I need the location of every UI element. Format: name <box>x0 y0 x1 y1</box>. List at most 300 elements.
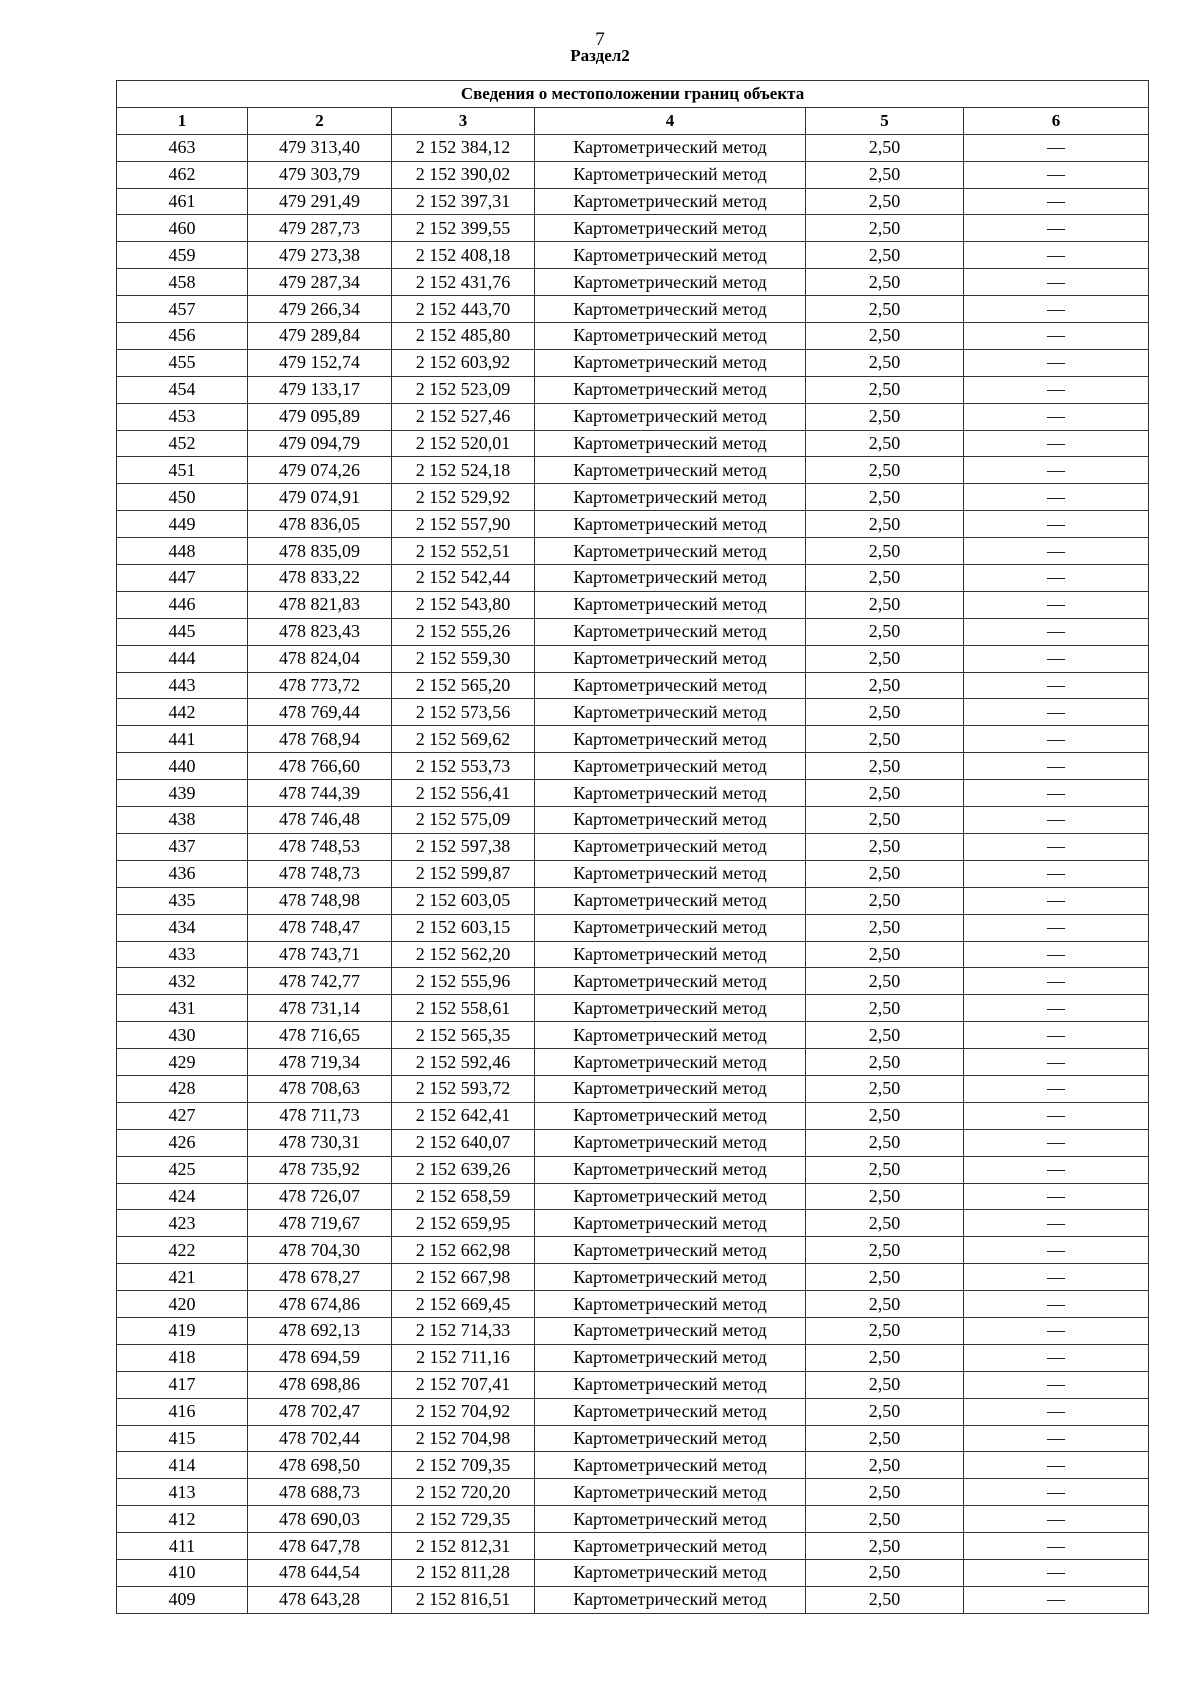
cell-description: — <box>964 376 1149 403</box>
cell-coordinate-x: 478 726,07 <box>248 1183 392 1210</box>
cell-coordinate-y: 2 152 603,05 <box>392 887 535 914</box>
cell-coordinate-y: 2 152 720,20 <box>392 1479 535 1506</box>
cell-point-number: 419 <box>117 1317 248 1344</box>
column-header: 3 <box>392 107 535 134</box>
cell-method: Картометрический метод <box>535 565 806 592</box>
column-header: 4 <box>535 107 806 134</box>
cell-coordinate-x: 479 152,74 <box>248 349 392 376</box>
cell-description: — <box>964 296 1149 323</box>
cell-point-number: 445 <box>117 618 248 645</box>
cell-coordinate-x: 479 094,79 <box>248 430 392 457</box>
table-row <box>117 1479 1149 1506</box>
cell-description: — <box>964 161 1149 188</box>
cell-coordinate-y: 2 152 575,09 <box>392 807 535 834</box>
cell-coordinate-y: 2 152 552,51 <box>392 538 535 565</box>
cell-description: — <box>964 887 1149 914</box>
cell-point-number: 427 <box>117 1102 248 1129</box>
cell-accuracy: 2,50 <box>806 887 964 914</box>
cell-coordinate-x: 478 698,50 <box>248 1452 392 1479</box>
cell-description: — <box>964 941 1149 968</box>
cell-coordinate-x: 479 303,79 <box>248 161 392 188</box>
cell-coordinate-x: 478 708,63 <box>248 1075 392 1102</box>
cell-point-number: 420 <box>117 1291 248 1318</box>
cell-accuracy: 2,50 <box>806 833 964 860</box>
cell-coordinate-x: 479 074,91 <box>248 484 392 511</box>
cell-method: Картометрический метод <box>535 296 806 323</box>
cell-point-number: 451 <box>117 457 248 484</box>
cell-coordinate-x: 478 821,83 <box>248 591 392 618</box>
cell-coordinate-y: 2 152 520,01 <box>392 430 535 457</box>
cell-coordinate-y: 2 152 704,92 <box>392 1398 535 1425</box>
table-row <box>117 753 1149 780</box>
cell-method: Картометрический метод <box>535 1371 806 1398</box>
cell-accuracy: 2,50 <box>806 995 964 1022</box>
cell-coordinate-y: 2 152 527,46 <box>392 403 535 430</box>
cell-description: — <box>964 511 1149 538</box>
cell-accuracy: 2,50 <box>806 645 964 672</box>
cell-coordinate-y: 2 152 562,20 <box>392 941 535 968</box>
cell-method: Картометрический метод <box>535 753 806 780</box>
cell-coordinate-y: 2 152 662,98 <box>392 1237 535 1264</box>
cell-point-number: 448 <box>117 538 248 565</box>
cell-coordinate-x: 478 698,86 <box>248 1371 392 1398</box>
cell-coordinate-x: 478 692,13 <box>248 1317 392 1344</box>
table-row <box>117 376 1149 403</box>
cell-method: Картометрический метод <box>535 1291 806 1318</box>
cell-coordinate-y: 2 152 565,35 <box>392 1022 535 1049</box>
cell-point-number: 428 <box>117 1075 248 1102</box>
cell-coordinate-x: 479 287,34 <box>248 269 392 296</box>
cell-coordinate-y: 2 152 711,16 <box>392 1344 535 1371</box>
table-row <box>117 484 1149 511</box>
table-row <box>117 457 1149 484</box>
cell-point-number: 436 <box>117 860 248 887</box>
cell-accuracy: 2,50 <box>806 1344 964 1371</box>
cell-coordinate-x: 478 824,04 <box>248 645 392 672</box>
cell-coordinate-y: 2 152 642,41 <box>392 1102 535 1129</box>
page-number: 7 <box>595 29 605 50</box>
cell-point-number: 439 <box>117 780 248 807</box>
cell-accuracy: 2,50 <box>806 726 964 753</box>
cell-point-number: 429 <box>117 1049 248 1076</box>
cell-accuracy: 2,50 <box>806 753 964 780</box>
boundary-coordinates-table <box>116 80 1149 1614</box>
table-row <box>117 726 1149 753</box>
cell-accuracy: 2,50 <box>806 1317 964 1344</box>
table-row <box>117 1533 1149 1560</box>
cell-point-number: 430 <box>117 1022 248 1049</box>
table-row <box>117 1102 1149 1129</box>
table-row <box>117 565 1149 592</box>
cell-coordinate-x: 478 702,44 <box>248 1425 392 1452</box>
cell-coordinate-x: 478 744,39 <box>248 780 392 807</box>
cell-accuracy: 2,50 <box>806 860 964 887</box>
cell-accuracy: 2,50 <box>806 1425 964 1452</box>
cell-method: Картометрический метод <box>535 188 806 215</box>
cell-method: Картометрический метод <box>535 1533 806 1560</box>
cell-point-number: 412 <box>117 1506 248 1533</box>
cell-point-number: 441 <box>117 726 248 753</box>
cell-point-number: 409 <box>117 1586 248 1613</box>
cell-accuracy: 2,50 <box>806 565 964 592</box>
cell-point-number: 413 <box>117 1479 248 1506</box>
cell-coordinate-y: 2 152 542,44 <box>392 565 535 592</box>
table-row <box>117 349 1149 376</box>
cell-description: — <box>964 1075 1149 1102</box>
cell-coordinate-y: 2 152 603,15 <box>392 914 535 941</box>
cell-coordinate-x: 478 702,47 <box>248 1398 392 1425</box>
cell-accuracy: 2,50 <box>806 511 964 538</box>
cell-point-number: 459 <box>117 242 248 269</box>
cell-coordinate-y: 2 152 557,90 <box>392 511 535 538</box>
cell-description: — <box>964 538 1149 565</box>
cell-coordinate-x: 478 766,60 <box>248 753 392 780</box>
cell-method: Картометрический метод <box>535 1559 806 1586</box>
table-header-row <box>117 107 1149 134</box>
table-row <box>117 887 1149 914</box>
cell-description: — <box>964 1156 1149 1183</box>
table-row <box>117 672 1149 699</box>
cell-description: — <box>964 1479 1149 1506</box>
cell-coordinate-y: 2 152 707,41 <box>392 1371 535 1398</box>
cell-accuracy: 2,50 <box>806 376 964 403</box>
column-header: 6 <box>964 107 1149 134</box>
table-row <box>117 161 1149 188</box>
cell-method: Картометрический метод <box>535 887 806 914</box>
cell-description: — <box>964 565 1149 592</box>
cell-coordinate-x: 478 743,71 <box>248 941 392 968</box>
cell-point-number: 415 <box>117 1425 248 1452</box>
cell-coordinate-x: 478 748,73 <box>248 860 392 887</box>
cell-coordinate-y: 2 152 816,51 <box>392 1586 535 1613</box>
cell-method: Картометрический метод <box>535 1102 806 1129</box>
cell-method: Картометрический метод <box>535 1506 806 1533</box>
section-title: Раздел2 <box>570 46 630 65</box>
cell-coordinate-y: 2 152 543,80 <box>392 591 535 618</box>
table-row <box>117 296 1149 323</box>
table-row <box>117 1586 1149 1613</box>
cell-method: Картометрический метод <box>535 645 806 672</box>
cell-coordinate-y: 2 152 593,72 <box>392 1075 535 1102</box>
cell-point-number: 450 <box>117 484 248 511</box>
cell-point-number: 417 <box>117 1371 248 1398</box>
cell-description: — <box>964 1533 1149 1560</box>
cell-accuracy: 2,50 <box>806 296 964 323</box>
cell-coordinate-y: 2 152 397,31 <box>392 188 535 215</box>
cell-point-number: 435 <box>117 887 248 914</box>
cell-accuracy: 2,50 <box>806 1075 964 1102</box>
cell-point-number: 442 <box>117 699 248 726</box>
cell-description: — <box>964 1264 1149 1291</box>
cell-coordinate-x: 478 768,94 <box>248 726 392 753</box>
cell-description: — <box>964 1183 1149 1210</box>
cell-coordinate-x: 478 674,86 <box>248 1291 392 1318</box>
cell-accuracy: 2,50 <box>806 941 964 968</box>
cell-coordinate-x: 479 291,49 <box>248 188 392 215</box>
cell-method: Картометрический метод <box>535 511 806 538</box>
cell-method: Картометрический метод <box>535 457 806 484</box>
cell-accuracy: 2,50 <box>806 134 964 161</box>
column-header: 5 <box>806 107 964 134</box>
cell-coordinate-y: 2 152 640,07 <box>392 1129 535 1156</box>
table-row <box>117 1183 1149 1210</box>
cell-coordinate-y: 2 152 603,92 <box>392 349 535 376</box>
cell-accuracy: 2,50 <box>806 1129 964 1156</box>
table-row <box>117 1022 1149 1049</box>
cell-method: Картометрический метод <box>535 1129 806 1156</box>
cell-accuracy: 2,50 <box>806 1210 964 1237</box>
cell-coordinate-y: 2 152 658,59 <box>392 1183 535 1210</box>
cell-description: — <box>964 349 1149 376</box>
cell-description: — <box>964 1559 1149 1586</box>
cell-coordinate-x: 478 716,65 <box>248 1022 392 1049</box>
cell-coordinate-x: 479 074,26 <box>248 457 392 484</box>
cell-coordinate-y: 2 152 704,98 <box>392 1425 535 1452</box>
cell-coordinate-x: 478 730,31 <box>248 1129 392 1156</box>
cell-description: — <box>964 1049 1149 1076</box>
cell-point-number: 434 <box>117 914 248 941</box>
table-row <box>117 699 1149 726</box>
table-row <box>117 430 1149 457</box>
cell-coordinate-x: 478 719,34 <box>248 1049 392 1076</box>
cell-method: Картометрический метод <box>535 995 806 1022</box>
cell-method: Картометрический метод <box>535 1452 806 1479</box>
cell-accuracy: 2,50 <box>806 1237 964 1264</box>
cell-description: — <box>964 699 1149 726</box>
cell-accuracy: 2,50 <box>806 780 964 807</box>
cell-accuracy: 2,50 <box>806 1291 964 1318</box>
cell-method: Картометрический метод <box>535 484 806 511</box>
cell-description: — <box>964 780 1149 807</box>
cell-description: — <box>964 1237 1149 1264</box>
cell-coordinate-y: 2 152 669,45 <box>392 1291 535 1318</box>
table-row <box>117 1398 1149 1425</box>
cell-point-number: 432 <box>117 968 248 995</box>
cell-accuracy: 2,50 <box>806 1264 964 1291</box>
cell-point-number: 460 <box>117 215 248 242</box>
cell-coordinate-x: 478 835,09 <box>248 538 392 565</box>
cell-method: Картометрический метод <box>535 1075 806 1102</box>
cell-coordinate-x: 478 731,14 <box>248 995 392 1022</box>
cell-point-number: 431 <box>117 995 248 1022</box>
cell-description: — <box>964 269 1149 296</box>
cell-accuracy: 2,50 <box>806 403 964 430</box>
cell-point-number: 410 <box>117 1559 248 1586</box>
cell-description: — <box>964 833 1149 860</box>
cell-coordinate-y: 2 152 523,09 <box>392 376 535 403</box>
cell-point-number: 454 <box>117 376 248 403</box>
cell-coordinate-y: 2 152 709,35 <box>392 1452 535 1479</box>
cell-method: Картометрический метод <box>535 1156 806 1183</box>
cell-coordinate-x: 478 836,05 <box>248 511 392 538</box>
cell-point-number: 444 <box>117 645 248 672</box>
cell-coordinate-y: 2 152 569,62 <box>392 726 535 753</box>
cell-description: — <box>964 914 1149 941</box>
column-header: 1 <box>117 107 248 134</box>
cell-coordinate-y: 2 152 639,26 <box>392 1156 535 1183</box>
cell-description: — <box>964 1210 1149 1237</box>
cell-coordinate-y: 2 152 599,87 <box>392 860 535 887</box>
cell-point-number: 453 <box>117 403 248 430</box>
cell-method: Картометрический метод <box>535 1264 806 1291</box>
cell-description: — <box>964 1452 1149 1479</box>
cell-method: Картометрический метод <box>535 699 806 726</box>
cell-accuracy: 2,50 <box>806 161 964 188</box>
cell-method: Картометрический метод <box>535 1344 806 1371</box>
table-caption-row <box>117 81 1149 108</box>
cell-coordinate-y: 2 152 384,12 <box>392 134 535 161</box>
cell-coordinate-y: 2 152 553,73 <box>392 753 535 780</box>
cell-description: — <box>964 1506 1149 1533</box>
cell-accuracy: 2,50 <box>806 1102 964 1129</box>
cell-method: Картометрический метод <box>535 1022 806 1049</box>
table-row <box>117 269 1149 296</box>
cell-method: Картометрический метод <box>535 618 806 645</box>
cell-coordinate-x: 478 748,98 <box>248 887 392 914</box>
cell-method: Картометрический метод <box>535 1425 806 1452</box>
table-row <box>117 968 1149 995</box>
cell-coordinate-x: 478 769,44 <box>248 699 392 726</box>
cell-coordinate-y: 2 152 714,33 <box>392 1317 535 1344</box>
cell-accuracy: 2,50 <box>806 1049 964 1076</box>
cell-method: Картометрический метод <box>535 403 806 430</box>
cell-description: — <box>964 860 1149 887</box>
cell-accuracy: 2,50 <box>806 1506 964 1533</box>
table-row <box>117 1264 1149 1291</box>
cell-coordinate-y: 2 152 812,31 <box>392 1533 535 1560</box>
table-row <box>117 323 1149 350</box>
table-row <box>117 860 1149 887</box>
cell-description: — <box>964 807 1149 834</box>
cell-coordinate-y: 2 152 408,18 <box>392 242 535 269</box>
table-row <box>117 1129 1149 1156</box>
cell-accuracy: 2,50 <box>806 242 964 269</box>
cell-coordinate-x: 478 719,67 <box>248 1210 392 1237</box>
cell-description: — <box>964 1398 1149 1425</box>
cell-coordinate-y: 2 152 597,38 <box>392 833 535 860</box>
cell-coordinate-y: 2 152 529,92 <box>392 484 535 511</box>
cell-point-number: 418 <box>117 1344 248 1371</box>
cell-description: — <box>964 645 1149 672</box>
cell-method: Картометрический метод <box>535 1183 806 1210</box>
cell-coordinate-y: 2 152 485,80 <box>392 323 535 350</box>
table-row <box>117 1371 1149 1398</box>
cell-description: — <box>964 188 1149 215</box>
cell-accuracy: 2,50 <box>806 1533 964 1560</box>
cell-method: Картометрический метод <box>535 242 806 269</box>
cell-point-number: 457 <box>117 296 248 323</box>
cell-coordinate-x: 478 742,77 <box>248 968 392 995</box>
cell-coordinate-x: 478 748,53 <box>248 833 392 860</box>
cell-coordinate-y: 2 152 555,26 <box>392 618 535 645</box>
cell-point-number: 425 <box>117 1156 248 1183</box>
table-row <box>117 1156 1149 1183</box>
cell-accuracy: 2,50 <box>806 269 964 296</box>
cell-point-number: 414 <box>117 1452 248 1479</box>
cell-method: Картометрический метод <box>535 914 806 941</box>
cell-coordinate-x: 478 694,59 <box>248 1344 392 1371</box>
cell-point-number: 421 <box>117 1264 248 1291</box>
cell-description: — <box>964 403 1149 430</box>
cell-description: — <box>964 457 1149 484</box>
cell-method: Картометрический метод <box>535 591 806 618</box>
table-row <box>117 995 1149 1022</box>
cell-description: — <box>964 753 1149 780</box>
cell-method: Картометрический метод <box>535 672 806 699</box>
cell-method: Картометрический метод <box>535 161 806 188</box>
cell-accuracy: 2,50 <box>806 1156 964 1183</box>
cell-method: Картометрический метод <box>535 134 806 161</box>
cell-point-number: 423 <box>117 1210 248 1237</box>
table-row <box>117 1291 1149 1318</box>
table-row <box>117 188 1149 215</box>
cell-coordinate-x: 479 133,17 <box>248 376 392 403</box>
cell-coordinate-y: 2 152 558,61 <box>392 995 535 1022</box>
cell-coordinate-x: 478 678,27 <box>248 1264 392 1291</box>
cell-accuracy: 2,50 <box>806 914 964 941</box>
cell-accuracy: 2,50 <box>806 968 964 995</box>
cell-point-number: 458 <box>117 269 248 296</box>
cell-point-number: 437 <box>117 833 248 860</box>
table-row <box>117 618 1149 645</box>
cell-method: Картометрический метод <box>535 1317 806 1344</box>
cell-method: Картометрический метод <box>535 1210 806 1237</box>
cell-description: — <box>964 1102 1149 1129</box>
cell-method: Картометрический метод <box>535 968 806 995</box>
cell-description: — <box>964 1586 1149 1613</box>
cell-point-number: 447 <box>117 565 248 592</box>
table-row <box>117 1344 1149 1371</box>
cell-coordinate-y: 2 152 659,95 <box>392 1210 535 1237</box>
cell-method: Картометрический метод <box>535 780 806 807</box>
cell-coordinate-y: 2 152 592,46 <box>392 1049 535 1076</box>
cell-point-number: 452 <box>117 430 248 457</box>
cell-accuracy: 2,50 <box>806 430 964 457</box>
cell-description: — <box>964 134 1149 161</box>
table-row <box>117 1075 1149 1102</box>
cell-accuracy: 2,50 <box>806 1452 964 1479</box>
cell-description: — <box>964 968 1149 995</box>
cell-point-number: 455 <box>117 349 248 376</box>
cell-coordinate-y: 2 152 431,76 <box>392 269 535 296</box>
table-row <box>117 215 1149 242</box>
cell-description: — <box>964 995 1149 1022</box>
cell-method: Картометрический метод <box>535 726 806 753</box>
cell-method: Картометрический метод <box>535 1237 806 1264</box>
cell-coordinate-x: 478 748,47 <box>248 914 392 941</box>
cell-point-number: 438 <box>117 807 248 834</box>
cell-coordinate-x: 478 773,72 <box>248 672 392 699</box>
cell-coordinate-y: 2 152 667,98 <box>392 1264 535 1291</box>
cell-description: — <box>964 1371 1149 1398</box>
cell-method: Картометрический метод <box>535 833 806 860</box>
table-row <box>117 941 1149 968</box>
cell-coordinate-y: 2 152 573,56 <box>392 699 535 726</box>
cell-coordinate-x: 478 711,73 <box>248 1102 392 1129</box>
cell-coordinate-x: 479 289,84 <box>248 323 392 350</box>
cell-accuracy: 2,50 <box>806 672 964 699</box>
cell-point-number: 463 <box>117 134 248 161</box>
table-row <box>117 1559 1149 1586</box>
cell-point-number: 462 <box>117 161 248 188</box>
cell-description: — <box>964 1317 1149 1344</box>
cell-coordinate-x: 478 643,28 <box>248 1586 392 1613</box>
cell-description: — <box>964 484 1149 511</box>
cell-accuracy: 2,50 <box>806 188 964 215</box>
table-caption: Сведения о местоположении границ объекта <box>117 81 1149 108</box>
cell-point-number: 456 <box>117 323 248 350</box>
cell-method: Картометрический метод <box>535 323 806 350</box>
